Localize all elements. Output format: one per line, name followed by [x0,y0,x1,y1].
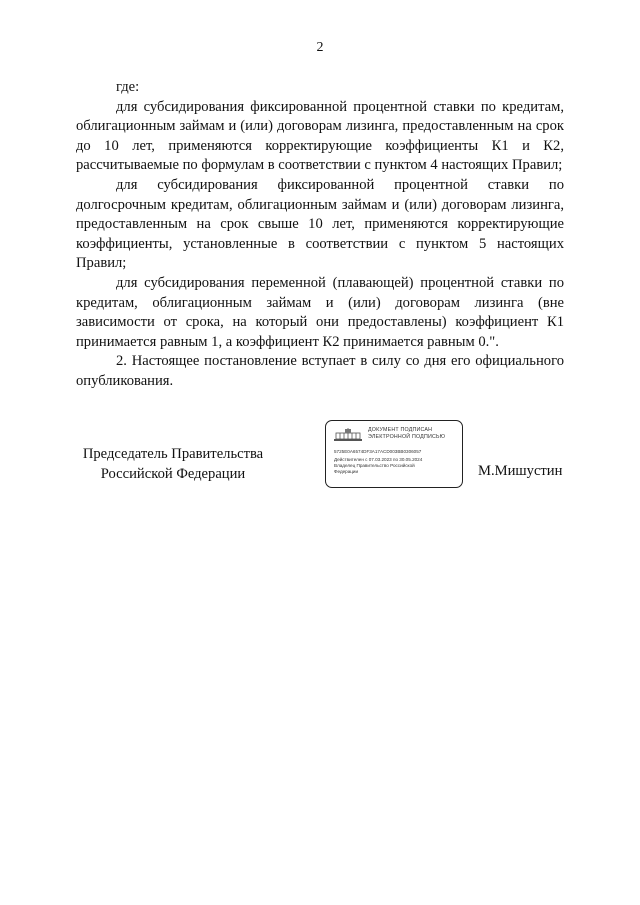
paragraph-where: где: [116,79,140,95]
signatory-title-line1: Председатель Правительства [82,446,264,462]
signatory-title-line2: Российской Федерации [100,465,246,482]
stamp-serial: 5725E0A6574DF3A17ACD003BB0306057 [334,449,422,454]
government-building-icon [334,428,362,441]
signatory-title [78,445,268,484]
document-body [76,78,564,392]
stamp-owner-line1: Владелец Правительство Российской [334,463,415,468]
paragraph-entry-into-force: 2. Настоящее постановление вступает в силу со дня его официального опубликования. [76,353,564,389]
electronic-signature-stamp [325,420,463,488]
stamp-validity: Действителен с 07.03.2023 по 30.05.2024 [334,457,423,462]
paragraph-floating-rate: для субсидирования переменной (плавающей) процентной ставки по кредитам, облигационным займам и (или) договорам лизинга (вне зависимости от срока, на который они предоставлены) коэффициент К1 принимается равным 1, а коэффициент К2 принимается равным 0.". [76,274,564,350]
stamp-title-line2: ЭЛЕКТРОННОЙ ПОДПИСЬЮ [368,433,446,440]
stamp-owner-line2: Федерации [334,469,359,474]
stamp-title [368,427,445,440]
page-number: 2 [316,40,324,55]
paragraph-fixed-rate-long: для субсидирования фиксированной процентной ставки по долгосрочным кредитам, облигационным займам и (или) договорам лизинга, предоставленным на срок свыше 10 лет, применяются корректирующие коэффициенты, установленные в соответствии с пунктом 5 настоящих Правил; [76,176,564,272]
paragraph-fixed-rate-short: для субсидирования фиксированной процентной ставки по кредитам, облигационным займам и (или) договорам лизинга, предоставленным на срок до 10 лет, применяются корректирующие коэффициенты К1 и К2, рассчитываемые по формулам в соответствии с пунктом 4 настоящих Правил; [76,98,564,174]
signatory-name: М.Мишустин [478,463,563,479]
stamp-title-line1: ДОКУМЕНТ ПОДПИСАН [368,427,433,433]
